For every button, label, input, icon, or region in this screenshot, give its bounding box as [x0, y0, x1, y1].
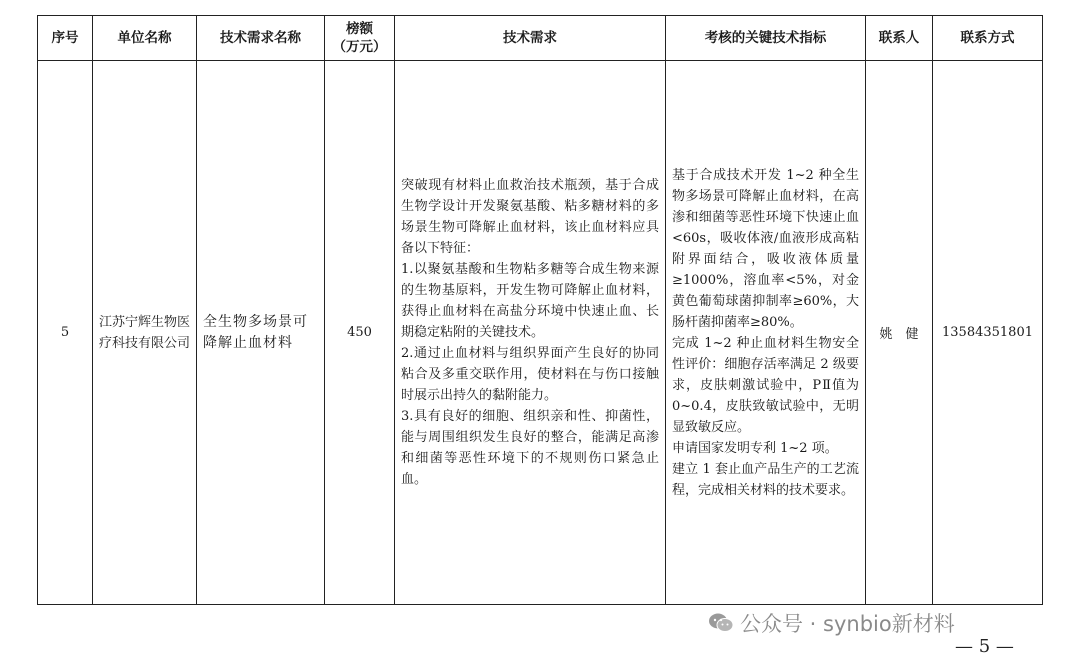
cell-tech-name: [197, 61, 325, 605]
header-tech-name: 技术需求名称: [197, 16, 325, 61]
header-row: [38, 16, 1043, 61]
requirement-para: 2.通过止血材料与组织界面产生良好的协同粘合及多重交联作用，使材料在与伤口接触时展示出持久的黏附能力。: [401, 346, 659, 403]
indicator-para: 基于合成技术开发 1~2 种全生物多场景可降解止血材料，在高渗和细菌等恶性环境下快速止血<60s，吸收体液/血液形成高粘附界面结合，吸收液体质量≥1000%，溶血率<5%，对金黄色葡萄球菌抑制率≥60%，大肠杆菌抑菌率≥80%。: [672, 167, 859, 330]
header-indicators: 考核的关键技术指标: [666, 16, 866, 61]
indicator-para: 完成 1~2 种止血材料生物安全性评价：细胞存活率满足 2 级要求，皮肤刺激试验中，PⅡ值为 0~0.4，皮肤致敏试验中，无明显致敏反应。: [672, 335, 859, 435]
cell-amount: 450: [325, 61, 395, 605]
requirement-para: 突破现有材料止血救治技术瓶颈，基于合成生物学设计开发聚氨基酸、粘多糖材料的多场景生物可降解止血材料，该止血材料应具备以下特征：: [401, 178, 659, 256]
header-requirement: 技术需求: [395, 16, 666, 61]
cell-indicators: [666, 61, 866, 605]
requirement-text: [395, 175, 665, 490]
header-seq: 序号: [38, 16, 93, 61]
table-row: [38, 61, 1043, 605]
requirement-para: 1.以聚氨基酸和生物粘多糖等合成生物来源的生物基原料，开发生物可降解止血材料，获得止血材料在高盐分环境中快速止血、长期稳定粘附的关键技术。: [401, 262, 659, 340]
header-unit: 单位名称: [93, 16, 197, 61]
header-amount: [325, 16, 395, 61]
cell-requirement: [395, 61, 666, 605]
cell-unit: [93, 61, 197, 605]
cell-phone: 13584351801: [933, 61, 1043, 605]
header-contact: 联系人: [866, 16, 933, 61]
header-phone: 联系方式: [933, 16, 1043, 61]
header-amount-unit: （万元）: [332, 39, 387, 55]
page-number: — 5 —: [955, 636, 1014, 657]
cell-seq: 5: [38, 61, 93, 605]
watermark: [708, 608, 955, 638]
watermark-text: 公众号 · synbio新材料: [740, 612, 955, 636]
tech-name: 全生物多场景可降解止血材料: [203, 313, 308, 351]
indicators-text: [666, 165, 865, 501]
indicator-para: 申请国家发明专利 1~2 项。: [672, 440, 838, 456]
header-amount-label: 榜额: [346, 21, 373, 37]
wechat-icon: [708, 612, 734, 634]
requirement-para: 3.具有良好的细胞、组织亲和性、抑菌性，能与周围组织发生良好的整合，能满足高渗和细菌等恶性环境下的不规则伤口紧急止血。: [401, 409, 659, 487]
cell-contact: 姚 健: [866, 61, 933, 605]
indicator-para: 建立 1 套止血产品生产的工艺流程，完成相关材料的技术要求。: [672, 461, 859, 498]
tech-demand-table: [37, 15, 1043, 605]
unit-name: 江苏宁辉生物医疗科技有限公司: [98, 314, 190, 351]
